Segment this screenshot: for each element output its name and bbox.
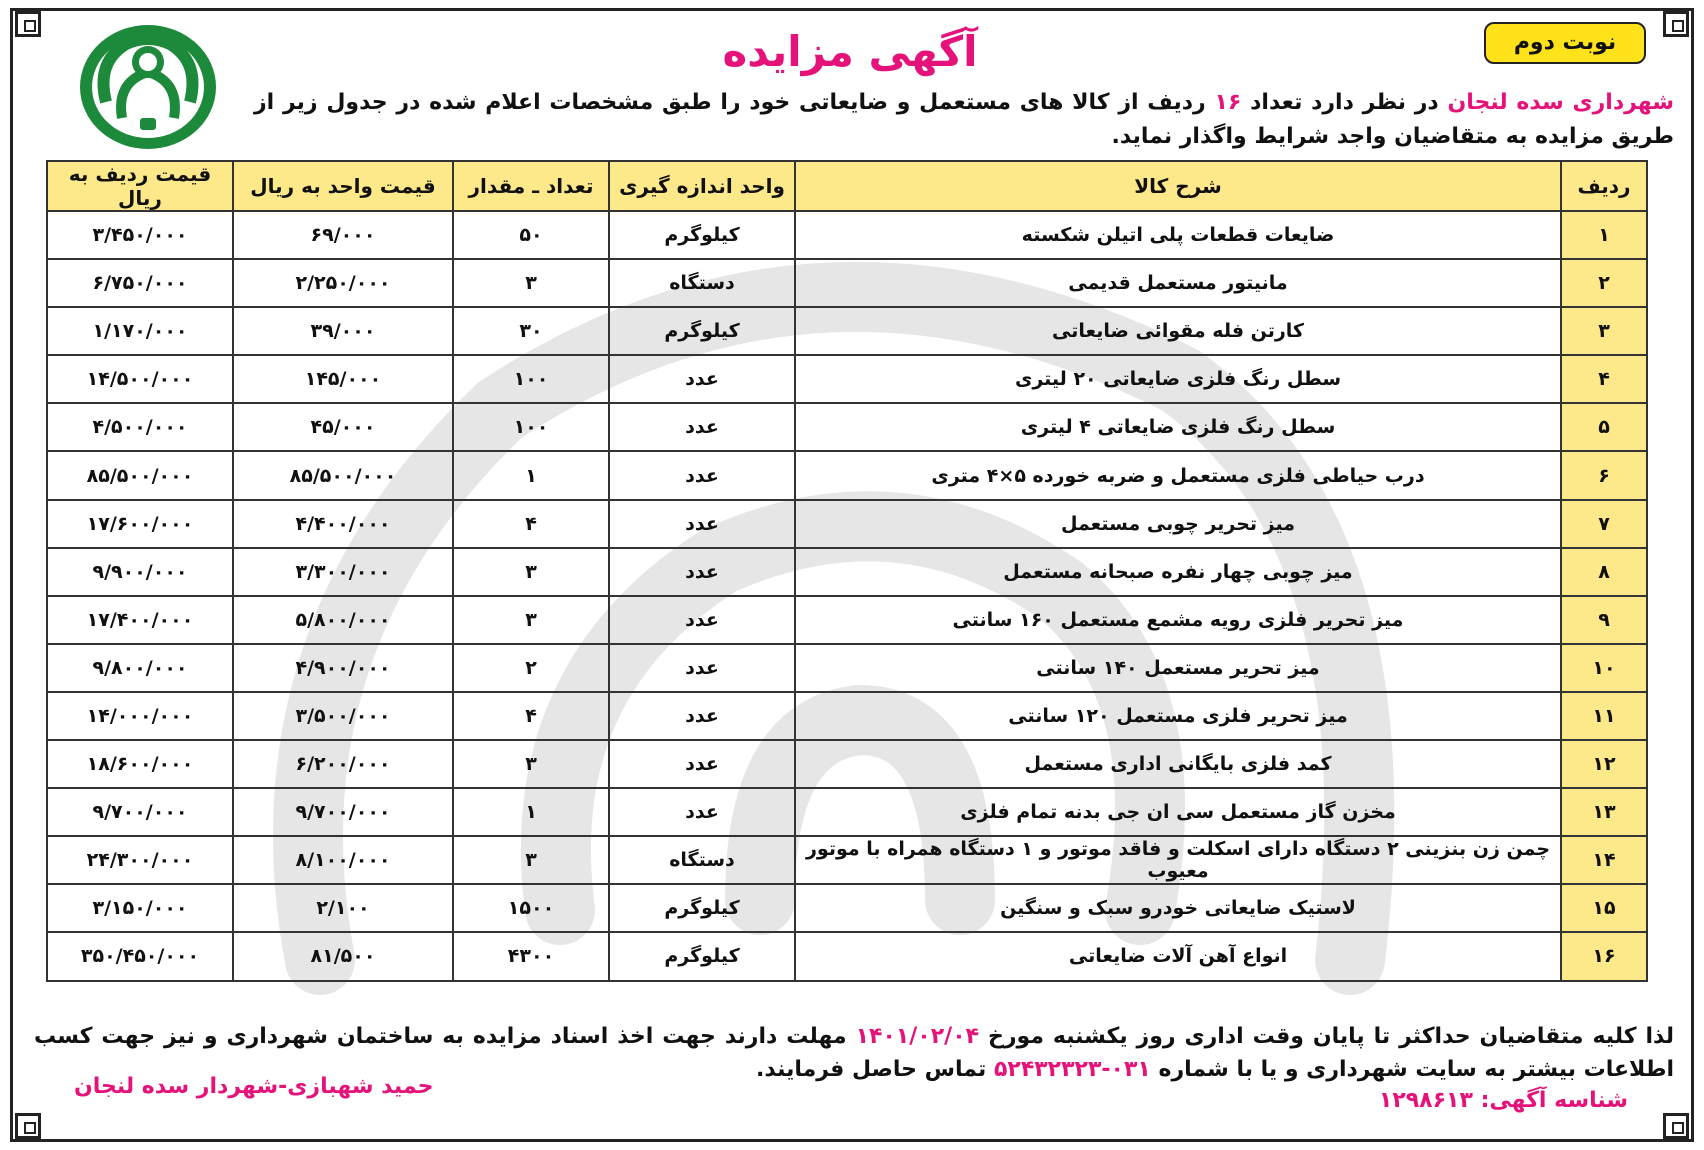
row-number: ۱۱	[1561, 692, 1647, 740]
unit-price: ۳/۳۰۰/۰۰۰	[233, 548, 453, 596]
deadline-date: ۱۴۰۱/۰۲/۰۴	[855, 1024, 980, 1049]
column-header: ردیف	[1561, 161, 1647, 211]
quantity: ۴	[453, 692, 609, 740]
row-number: ۹	[1561, 596, 1647, 644]
footer-text: تماس حاصل فرمایند.	[756, 1057, 987, 1082]
quantity: ۱۰۰	[453, 403, 609, 451]
row-total: ۹/۸۰۰/۰۰۰	[47, 644, 233, 692]
org-name: شهرداری سده لنجان	[1447, 90, 1674, 115]
item-description: میز تحریر فلزی رویه مشمع مستعمل ۱۶۰ سانتی	[795, 596, 1561, 644]
row-number: ۱۳	[1561, 788, 1647, 836]
table-row	[47, 692, 1647, 740]
unit: دستگاه	[609, 259, 795, 307]
unit-price: ۴/۴۰۰/۰۰۰	[233, 500, 453, 548]
unit-price: ۲/۱۰۰	[233, 884, 453, 932]
row-total: ۳/۴۵۰/۰۰۰	[47, 211, 233, 259]
column-header: قیمت واحد به ریال	[233, 161, 453, 211]
row-number: ۸	[1561, 548, 1647, 596]
unit-price: ۱۴۵/۰۰۰	[233, 355, 453, 403]
table-row	[47, 500, 1647, 548]
quantity: ۴	[453, 500, 609, 548]
unit: عدد	[609, 692, 795, 740]
unit-price: ۸۵/۵۰۰/۰۰۰	[233, 451, 453, 499]
row-number: ۶	[1561, 451, 1647, 499]
unit: عدد	[609, 740, 795, 788]
row-total: ۱۷/۶۰۰/۰۰۰	[47, 500, 233, 548]
unit-price: ۹/۷۰۰/۰۰۰	[233, 788, 453, 836]
intro-text: در نظر دارد تعداد	[1250, 90, 1439, 115]
unit-price: ۵/۸۰۰/۰۰۰	[233, 596, 453, 644]
row-total: ۴/۵۰۰/۰۰۰	[47, 403, 233, 451]
intro-text: ردیف از کالا های مستعمل و ضایعاتی خود را طبق مشخصات اعلام شده در جدول زیر از طریق مزایده به متقاضیان واجد شرایط واگذار نماید.	[254, 90, 1674, 149]
quantity: ۳	[453, 836, 609, 884]
unit-price: ۲/۲۵۰/۰۰۰	[233, 259, 453, 307]
quantity: ۴۳۰۰	[453, 932, 609, 980]
item-description: لاستیک ضایعاتی خودرو سبک و سنگین	[795, 884, 1561, 932]
row-total: ۶/۷۵۰/۰۰۰	[47, 259, 233, 307]
table-header-row	[47, 161, 1647, 211]
unit: عدد	[609, 788, 795, 836]
frame-corner	[1663, 1113, 1689, 1139]
table-body	[47, 211, 1647, 981]
row-number: ۱۲	[1561, 740, 1647, 788]
item-count: ۱۶	[1214, 90, 1242, 115]
item-description: سطل رنگ فلزی ضایعاتی ۲۰ لیتری	[795, 355, 1561, 403]
row-total: ۳۵۰/۴۵۰/۰۰۰	[47, 932, 233, 980]
row-total: ۸۵/۵۰۰/۰۰۰	[47, 451, 233, 499]
item-description: میز تحریر مستعمل ۱۴۰ سانتی	[795, 644, 1561, 692]
ad-id-value: ۱۲۹۸۶۱۳	[1378, 1088, 1473, 1113]
item-description: مانیتور مستعمل قدیمی	[795, 259, 1561, 307]
table-row	[47, 596, 1647, 644]
ad-identifier	[1379, 1088, 1628, 1113]
unit: عدد	[609, 451, 795, 499]
row-number: ۳	[1561, 307, 1647, 355]
unit: عدد	[609, 355, 795, 403]
table-row	[47, 403, 1647, 451]
table-row	[47, 836, 1647, 884]
unit: کیلوگرم	[609, 211, 795, 259]
column-header: تعداد ـ مقدار	[453, 161, 609, 211]
items-table	[46, 160, 1648, 982]
item-description: درب حیاطی فلزی مستعمل و ضربه خورده ۵×۴ متری	[795, 451, 1561, 499]
table-row	[47, 740, 1647, 788]
item-description: میز چوبی چهار نفره صبحانه مستعمل	[795, 548, 1561, 596]
quantity: ۳	[453, 548, 609, 596]
row-number: ۷	[1561, 500, 1647, 548]
quantity: ۳	[453, 740, 609, 788]
unit: عدد	[609, 548, 795, 596]
table-row	[47, 884, 1647, 932]
unit: عدد	[609, 403, 795, 451]
unit-price: ۶۹/۰۰۰	[233, 211, 453, 259]
table-row	[47, 259, 1647, 307]
column-header: واحد اندازه گیری	[609, 161, 795, 211]
row-number: ۱۰	[1561, 644, 1647, 692]
ad-id-label: شناسه آگهی:	[1480, 1088, 1628, 1113]
row-total: ۱۷/۴۰۰/۰۰۰	[47, 596, 233, 644]
row-total: ۱۴/۵۰۰/۰۰۰	[47, 355, 233, 403]
table-row	[47, 211, 1647, 259]
row-total: ۲۴/۳۰۰/۰۰۰	[47, 836, 233, 884]
item-description: کارتن فله مقوائی ضایعاتی	[795, 307, 1561, 355]
quantity: ۲	[453, 644, 609, 692]
item-description: مخزن گاز مستعمل سی ان جی بدنه تمام فلزی	[795, 788, 1561, 836]
row-total: ۱۴/۰۰۰/۰۰۰	[47, 692, 233, 740]
table-row	[47, 788, 1647, 836]
unit: کیلوگرم	[609, 307, 795, 355]
signature: حمید شهبازی-شهردار سده لنجان	[74, 1074, 434, 1099]
unit-price: ۶/۲۰۰/۰۰۰	[233, 740, 453, 788]
round-badge: نوبت دوم	[1484, 22, 1646, 64]
unit-price: ۳/۵۰۰/۰۰۰	[233, 692, 453, 740]
item-description: چمن زن بنزینی ۲ دستگاه دارای اسکلت و فاقد موتور و ۱ دستگاه همراه با موتور معیوب	[795, 836, 1561, 884]
quantity: ۱۰۰	[453, 355, 609, 403]
footer-text: لذا کلیه متقاضیان حداکثر تا پایان وقت اداری روز یکشنبه مورخ	[988, 1024, 1674, 1049]
quantity: ۵۰	[453, 211, 609, 259]
column-header: قیمت ردیف به ریال	[47, 161, 233, 211]
footer-text: مهلت دارند جهت اخذ اسناد مزایده به ساختمان شهرداری و نیز جهت کسب اطلاعات بیشتر به سایت شهرداری و یا با شماره	[34, 1024, 1674, 1082]
unit-price: ۴۵/۰۰۰	[233, 403, 453, 451]
quantity: ۳	[453, 596, 609, 644]
table-row	[47, 548, 1647, 596]
row-total: ۹/۹۰۰/۰۰۰	[47, 548, 233, 596]
row-number: ۱۵	[1561, 884, 1647, 932]
row-number: ۱۶	[1561, 932, 1647, 980]
quantity: ۱	[453, 788, 609, 836]
column-header: شرح کالا	[795, 161, 1561, 211]
page-title: آگهی مزایده	[722, 27, 978, 76]
row-number: ۵	[1561, 403, 1647, 451]
phone-number: ۰۳۱-۵۲۴۳۲۳۲۳	[993, 1057, 1151, 1082]
item-description: کمد فلزی بایگانی اداری مستعمل	[795, 740, 1561, 788]
row-number: ۲	[1561, 259, 1647, 307]
quantity: ۳۰	[453, 307, 609, 355]
unit: کیلوگرم	[609, 884, 795, 932]
unit: کیلوگرم	[609, 932, 795, 980]
unit-price: ۴/۹۰۰/۰۰۰	[233, 644, 453, 692]
item-description: میز تحریر چوبی مستعمل	[795, 500, 1561, 548]
unit: دستگاه	[609, 836, 795, 884]
row-total: ۱۸/۶۰۰/۰۰۰	[47, 740, 233, 788]
row-number: ۱	[1561, 211, 1647, 259]
quantity: ۳	[453, 259, 609, 307]
table-row	[47, 932, 1647, 980]
row-number: ۱۴	[1561, 836, 1647, 884]
frame-corner	[15, 1113, 41, 1139]
item-description: انواع آهن آلات ضایعاتی	[795, 932, 1561, 980]
unit: عدد	[609, 500, 795, 548]
unit-price: ۸۱/۵۰۰	[233, 932, 453, 980]
item-description: ضایعات قطعات پلی اتیلن شکسته	[795, 211, 1561, 259]
row-total: ۱/۱۷۰/۰۰۰	[47, 307, 233, 355]
row-total: ۳/۱۵۰/۰۰۰	[47, 884, 233, 932]
table-row	[47, 451, 1647, 499]
unit-price: ۸/۱۰۰/۰۰۰	[233, 836, 453, 884]
quantity: ۱۵۰۰	[453, 884, 609, 932]
row-number: ۴	[1561, 355, 1647, 403]
municipality-logo	[76, 22, 220, 152]
quantity: ۱	[453, 451, 609, 499]
unit-price: ۳۹/۰۰۰	[233, 307, 453, 355]
frame-corner	[15, 11, 41, 37]
item-description: سطل رنگ فلزی ضایعاتی ۴ لیتری	[795, 403, 1561, 451]
unit: عدد	[609, 644, 795, 692]
table-row	[47, 307, 1647, 355]
row-total: ۹/۷۰۰/۰۰۰	[47, 788, 233, 836]
frame-corner	[1663, 11, 1689, 37]
unit: عدد	[609, 596, 795, 644]
intro-paragraph	[254, 86, 1674, 154]
table-row	[47, 355, 1647, 403]
item-description: میز تحریر فلزی مستعمل ۱۲۰ سانتی	[795, 692, 1561, 740]
table-row	[47, 644, 1647, 692]
